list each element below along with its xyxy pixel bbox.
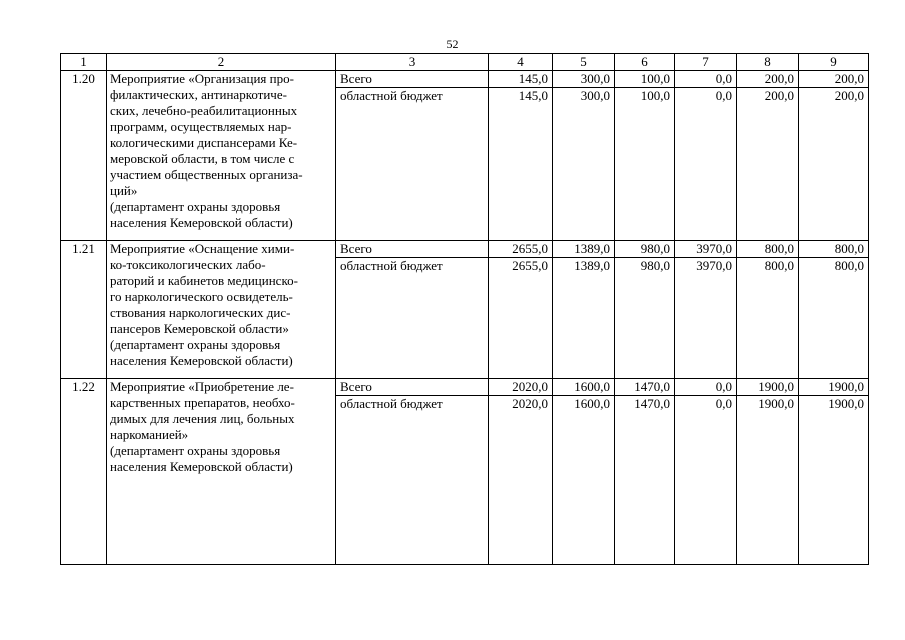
value-total: 2020,0 [489, 379, 552, 396]
budget-table [60, 53, 869, 565]
value-cell-col-6 [615, 379, 675, 565]
value-total: 1600,0 [553, 379, 614, 396]
value-cell-col-8 [737, 71, 799, 241]
value-total: 800,0 [737, 241, 798, 258]
funding-source-cell [336, 379, 489, 565]
source-total-label: Всего [336, 241, 488, 258]
header-col-4: 4 [489, 54, 553, 71]
value-regional: 100,0 [640, 88, 670, 103]
value-regional: 1900,0 [828, 396, 864, 411]
header-col-1: 1 [61, 54, 107, 71]
header-col-7: 7 [675, 54, 737, 71]
value-regional: 0,0 [715, 396, 732, 411]
value-total: 300,0 [553, 71, 614, 88]
value-total: 980,0 [615, 241, 674, 258]
source-regional-label: областной бюджет [340, 258, 443, 273]
value-total: 200,0 [799, 71, 868, 88]
header-col-6: 6 [615, 54, 675, 71]
header-col-9: 9 [799, 54, 869, 71]
table-row [61, 379, 869, 565]
value-total: 1389,0 [553, 241, 614, 258]
page-number: 52 [446, 37, 459, 51]
value-total: 1900,0 [799, 379, 868, 396]
row-description: Мероприятие «Оснащение хими- ко-токсикологических лабо- раторий и кабинетов медицинско- го наркологического освидетель- ствования наркологических дис- пансеров Кемеровской области» (департамент охраны здоровья населения Кемеровской области) [107, 241, 336, 379]
value-regional: 1470,0 [634, 396, 670, 411]
value-cell-col-9 [799, 241, 869, 379]
value-regional: 200,0 [834, 88, 864, 103]
value-total: 0,0 [675, 379, 736, 396]
value-regional: 800,0 [764, 258, 794, 273]
value-cell-col-8 [737, 241, 799, 379]
value-total: 200,0 [737, 71, 798, 88]
table-row [61, 71, 869, 241]
value-cell-col-7 [675, 241, 737, 379]
value-cell-col-4 [489, 241, 553, 379]
value-regional: 300,0 [580, 88, 610, 103]
value-cell-col-9 [799, 71, 869, 241]
value-total: 3970,0 [675, 241, 736, 258]
value-total: 0,0 [675, 71, 736, 88]
value-regional: 980,0 [640, 258, 670, 273]
value-total: 145,0 [489, 71, 552, 88]
source-total-label: Всего [336, 379, 488, 396]
source-total-label: Всего [336, 71, 488, 88]
value-cell-col-7 [675, 379, 737, 565]
row-description: Мероприятие «Приобретение ле- карственных препаратов, необхо- димых для лечения лиц, больных наркоманией» (департамент охраны здоровья населения Кемеровской области) [107, 379, 336, 565]
row-description: Мероприятие «Организация про- филактических, антинаркотиче- ских, лечебно-реабилитационных программ, осуществляемых нар- кологическими диспансерами Ке- меровской области, в том числе с участием общественных организа- ций» (департамент охраны здоровья населения Кемеровской области) [107, 71, 336, 241]
source-regional-label: областной бюджет [340, 396, 443, 411]
value-total: 1900,0 [737, 379, 798, 396]
header-col-3: 3 [336, 54, 489, 71]
value-cell-col-5 [553, 241, 615, 379]
value-regional: 3970,0 [696, 258, 732, 273]
table-row [61, 241, 869, 379]
value-regional: 1600,0 [574, 396, 610, 411]
value-regional: 145,0 [518, 88, 548, 103]
value-regional: 1900,0 [758, 396, 794, 411]
value-cell-col-9 [799, 379, 869, 565]
row-number: 1.21 [61, 241, 107, 379]
value-cell-col-8 [737, 379, 799, 565]
value-regional: 0,0 [715, 88, 732, 103]
header-col-8: 8 [737, 54, 799, 71]
value-regional: 2655,0 [512, 258, 548, 273]
value-total: 1470,0 [615, 379, 674, 396]
row-number: 1.20 [61, 71, 107, 241]
value-total: 100,0 [615, 71, 674, 88]
value-regional: 1389,0 [574, 258, 610, 273]
value-cell-col-5 [553, 71, 615, 241]
value-regional: 2020,0 [512, 396, 548, 411]
header-row [61, 54, 869, 71]
value-cell-col-4 [489, 71, 553, 241]
value-cell-col-6 [615, 241, 675, 379]
header-col-2: 2 [107, 54, 336, 71]
funding-source-cell [336, 71, 489, 241]
funding-source-cell [336, 241, 489, 379]
source-regional-label: областной бюджет [340, 88, 443, 103]
value-cell-col-7 [675, 71, 737, 241]
value-total: 2655,0 [489, 241, 552, 258]
value-cell-col-4 [489, 379, 553, 565]
value-regional: 800,0 [834, 258, 864, 273]
value-cell-col-5 [553, 379, 615, 565]
row-number: 1.22 [61, 379, 107, 565]
value-total: 800,0 [799, 241, 868, 258]
header-col-5: 5 [553, 54, 615, 71]
value-cell-col-6 [615, 71, 675, 241]
value-regional: 200,0 [764, 88, 794, 103]
